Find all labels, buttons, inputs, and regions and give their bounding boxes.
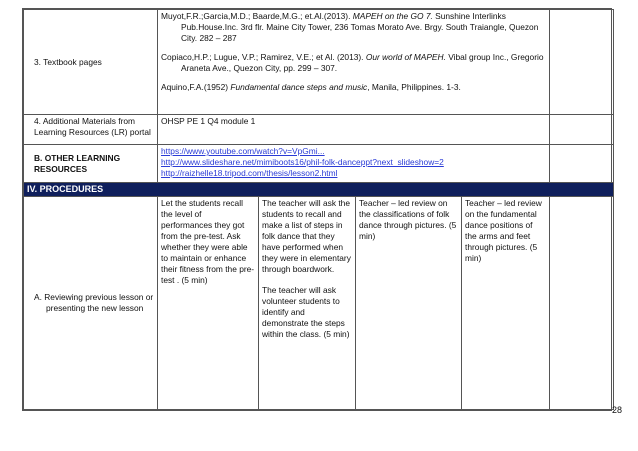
review-day2-part1: The teacher will ask the students to recall and make a list of steps in folk dance that they have performed when they were in elementary through boardwork. <box>262 198 351 274</box>
additional-materials-value: OHSP PE 1 Q4 module 1 <box>158 115 550 145</box>
ref2-publisher: Vibal group Inc., Gregorio Araneta Ave., Quezon City, pp. 299 – 307. <box>181 52 544 73</box>
review-label: A. Reviewing previous lesson or presenting the new lesson <box>34 292 154 313</box>
reference-3 <box>161 82 546 93</box>
review-day4: Teacher – led review on the fundamental dance positions of the arms and feet through pictures. (5 min) <box>462 197 550 410</box>
other-empty-cell <box>550 145 614 183</box>
textbook-label: 3. Textbook pages <box>24 10 158 115</box>
ref3-authors: Aquino,F.A.(1952) <box>161 82 231 92</box>
review-label-cell <box>24 197 158 410</box>
slideshare-link[interactable]: http://www.slideshare.net/mimiboots16/phil-folk-danceppt?next_slideshow=2 <box>161 157 444 167</box>
review-day5 <box>550 197 614 410</box>
ref1-authors: Muyot,F.R.;Garcia,M.D.; Baarde,M.G.; et.Al.(2013). <box>161 11 353 21</box>
ref1-title: MAPEH on the GO 7. <box>352 11 433 21</box>
ref2-title: Our world of MAPEH. <box>365 52 446 62</box>
lesson-plan-table <box>22 8 612 411</box>
page-number: 28 <box>611 405 622 415</box>
youtube-link[interactable]: https://www.youtube.com/watch?v=VpGmi... <box>161 146 325 156</box>
ref3-title: Fundamental dance steps and music <box>230 82 368 92</box>
other-resources-row <box>24 145 614 183</box>
procedures-header: IV. PROCEDURES <box>24 183 614 197</box>
ref1-publisher: Sunshine Interlinks Pub.House.Inc. 3rd flr. Maine City Tower, 236 Tomas Morato Ave. Brgy. South Traiangle, Quezon City. 282 – 287 <box>181 11 539 43</box>
review-day2-part2: The teacher will ask volunteer students to identify and demonstrate the steps within the class. (5 min) <box>262 285 350 339</box>
reference-1 <box>161 11 546 44</box>
review-day1: Let the students recall the level of performances they got from the pre-test. Ask whether they were able to maintain or enhance their fitness from the pre-test . (5 min) <box>158 197 259 410</box>
review-day3: Teacher – led review on the classifications of folk dance through pictures. (5 min) <box>356 197 462 410</box>
textbook-references <box>158 10 550 115</box>
textbook-empty-cell <box>550 10 614 115</box>
review-day2 <box>259 197 356 410</box>
ref2-authors: Copiaco,H.P.; Lugue, V.P.; Ramirez, V.E.; et Al. (2013). <box>161 52 366 62</box>
reference-2 <box>161 52 546 74</box>
review-row <box>24 197 614 410</box>
other-resources-links <box>158 145 550 183</box>
tripod-link[interactable]: http://raizhelle18.tripod.com/thesis/lesson2.html <box>161 168 338 178</box>
ref3-publisher: , Manila, Philippines. 1-3. <box>367 82 461 92</box>
other-resources-label: B. OTHER LEARNING RESOURCES <box>24 145 158 183</box>
additional-empty-cell <box>550 115 614 145</box>
additional-materials-label: 4. Additional Materials from Learning Resources (LR) portal <box>24 115 158 145</box>
textbook-row <box>24 10 614 115</box>
additional-materials-row <box>24 115 614 145</box>
procedures-header-row <box>24 183 614 197</box>
